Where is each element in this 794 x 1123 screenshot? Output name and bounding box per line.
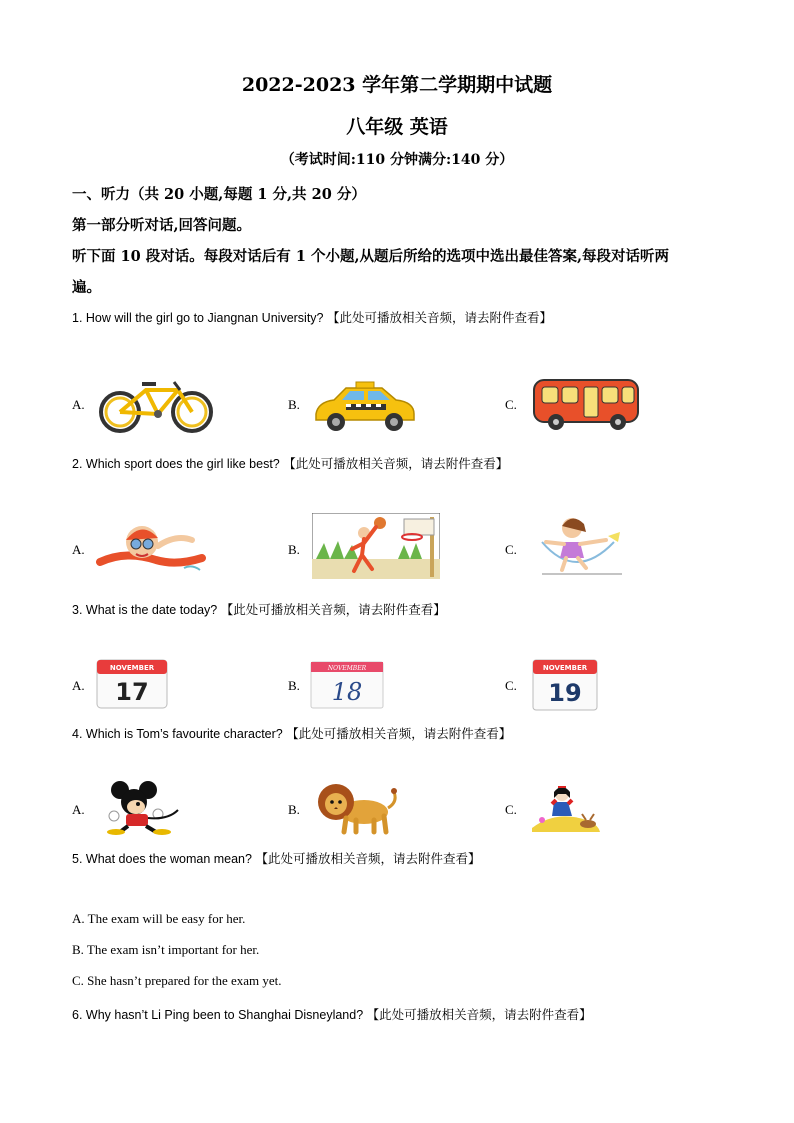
snow-white-icon	[526, 780, 604, 834]
skipping-icon	[522, 512, 630, 578]
option-b[interactable]: B.	[288, 397, 300, 412]
option-a[interactable]: A. The exam will be easy for her.	[72, 911, 246, 926]
option-b[interactable]: B.	[288, 802, 300, 817]
calendar-day: 18	[331, 678, 363, 706]
question-text: 2. Which sport does the girl like best?	[72, 457, 280, 471]
question-text: 6. Why hasn’t Li Ping been to Shanghai Disneyland?	[72, 1008, 364, 1022]
audio-note[interactable]: 【此处可播放相关音频，请去附件查看】	[366, 1007, 592, 1022]
exam-title: 2022-2023 学年第二学期期中试题	[241, 74, 553, 96]
calendar-icon	[310, 660, 384, 710]
calendar-icon	[96, 656, 168, 710]
audio-note[interactable]: 【此处可播放相关音频，请去附件查看】	[255, 851, 481, 866]
lion-icon	[314, 778, 398, 836]
audio-note[interactable]: 【此处可播放相关音频，请去附件查看】	[327, 310, 553, 325]
calendar-icon	[532, 656, 598, 712]
option-b[interactable]: B.	[288, 542, 300, 557]
mickey-mouse-icon	[98, 780, 184, 836]
question-5	[72, 849, 480, 867]
calendar-month: NOVEMBER	[109, 664, 155, 672]
option-c[interactable]: C.	[505, 802, 517, 817]
question-text: 5. What does the woman mean?	[72, 852, 252, 866]
basketball-icon	[312, 513, 440, 579]
instruction-line-2: 遍。	[72, 279, 101, 296]
calendar-month: NOVEMBER	[327, 665, 367, 672]
option-c[interactable]: C. She hasn’t prepared for the exam yet.	[72, 973, 282, 988]
calendar-day: 17	[115, 678, 149, 706]
bicycle-icon	[98, 376, 216, 434]
option-b[interactable]: B.	[288, 678, 300, 693]
question-text: 1. How will the girl go to Jiangnan University?	[72, 311, 324, 325]
calendar-day: 19	[548, 679, 582, 707]
question-3	[72, 600, 446, 618]
audio-note[interactable]: 【此处可播放相关音频，请去附件查看】	[220, 602, 446, 617]
section-heading: 一、听力（共 20 小题,每题 1 分,共 20 分）	[72, 186, 366, 203]
option-b[interactable]: B. The exam isn’t important for her.	[72, 942, 260, 957]
swimming-icon	[96, 520, 208, 578]
exam-note: （考试时间:110 分钟满分:140 分）	[280, 152, 514, 168]
question-4	[72, 724, 511, 742]
calendar-month: NOVEMBER	[542, 664, 588, 672]
exam-subtitle: 八年级 英语	[346, 116, 448, 138]
audio-note[interactable]: 【此处可播放相关音频，请去附件查看】	[286, 726, 512, 741]
option-a[interactable]: A.	[72, 542, 85, 557]
part-heading: 第一部分听对话,回答问题。	[72, 217, 252, 234]
option-c[interactable]: C.	[505, 397, 517, 412]
option-c[interactable]: C.	[505, 542, 517, 557]
option-a[interactable]: A.	[72, 678, 85, 693]
option-a[interactable]: A.	[72, 802, 85, 817]
taxi-icon	[310, 380, 420, 432]
instruction-line-1: 听下面 10 段对话。每段对话后有 1 个小题,从题后所给的选项中选出最佳答案,每段对话听两	[72, 248, 670, 265]
question-text: 4. Which is Tom’s favourite character?	[72, 727, 283, 741]
bus-icon	[532, 378, 640, 432]
option-c[interactable]: C.	[505, 678, 517, 693]
option-a[interactable]: A.	[72, 397, 85, 412]
question-2	[72, 454, 508, 472]
question-1	[72, 308, 552, 326]
question-text: 3. What is the date today?	[72, 603, 218, 617]
question-6	[72, 1005, 592, 1023]
audio-note[interactable]: 【此处可播放相关音频，请去附件查看】	[283, 456, 509, 471]
